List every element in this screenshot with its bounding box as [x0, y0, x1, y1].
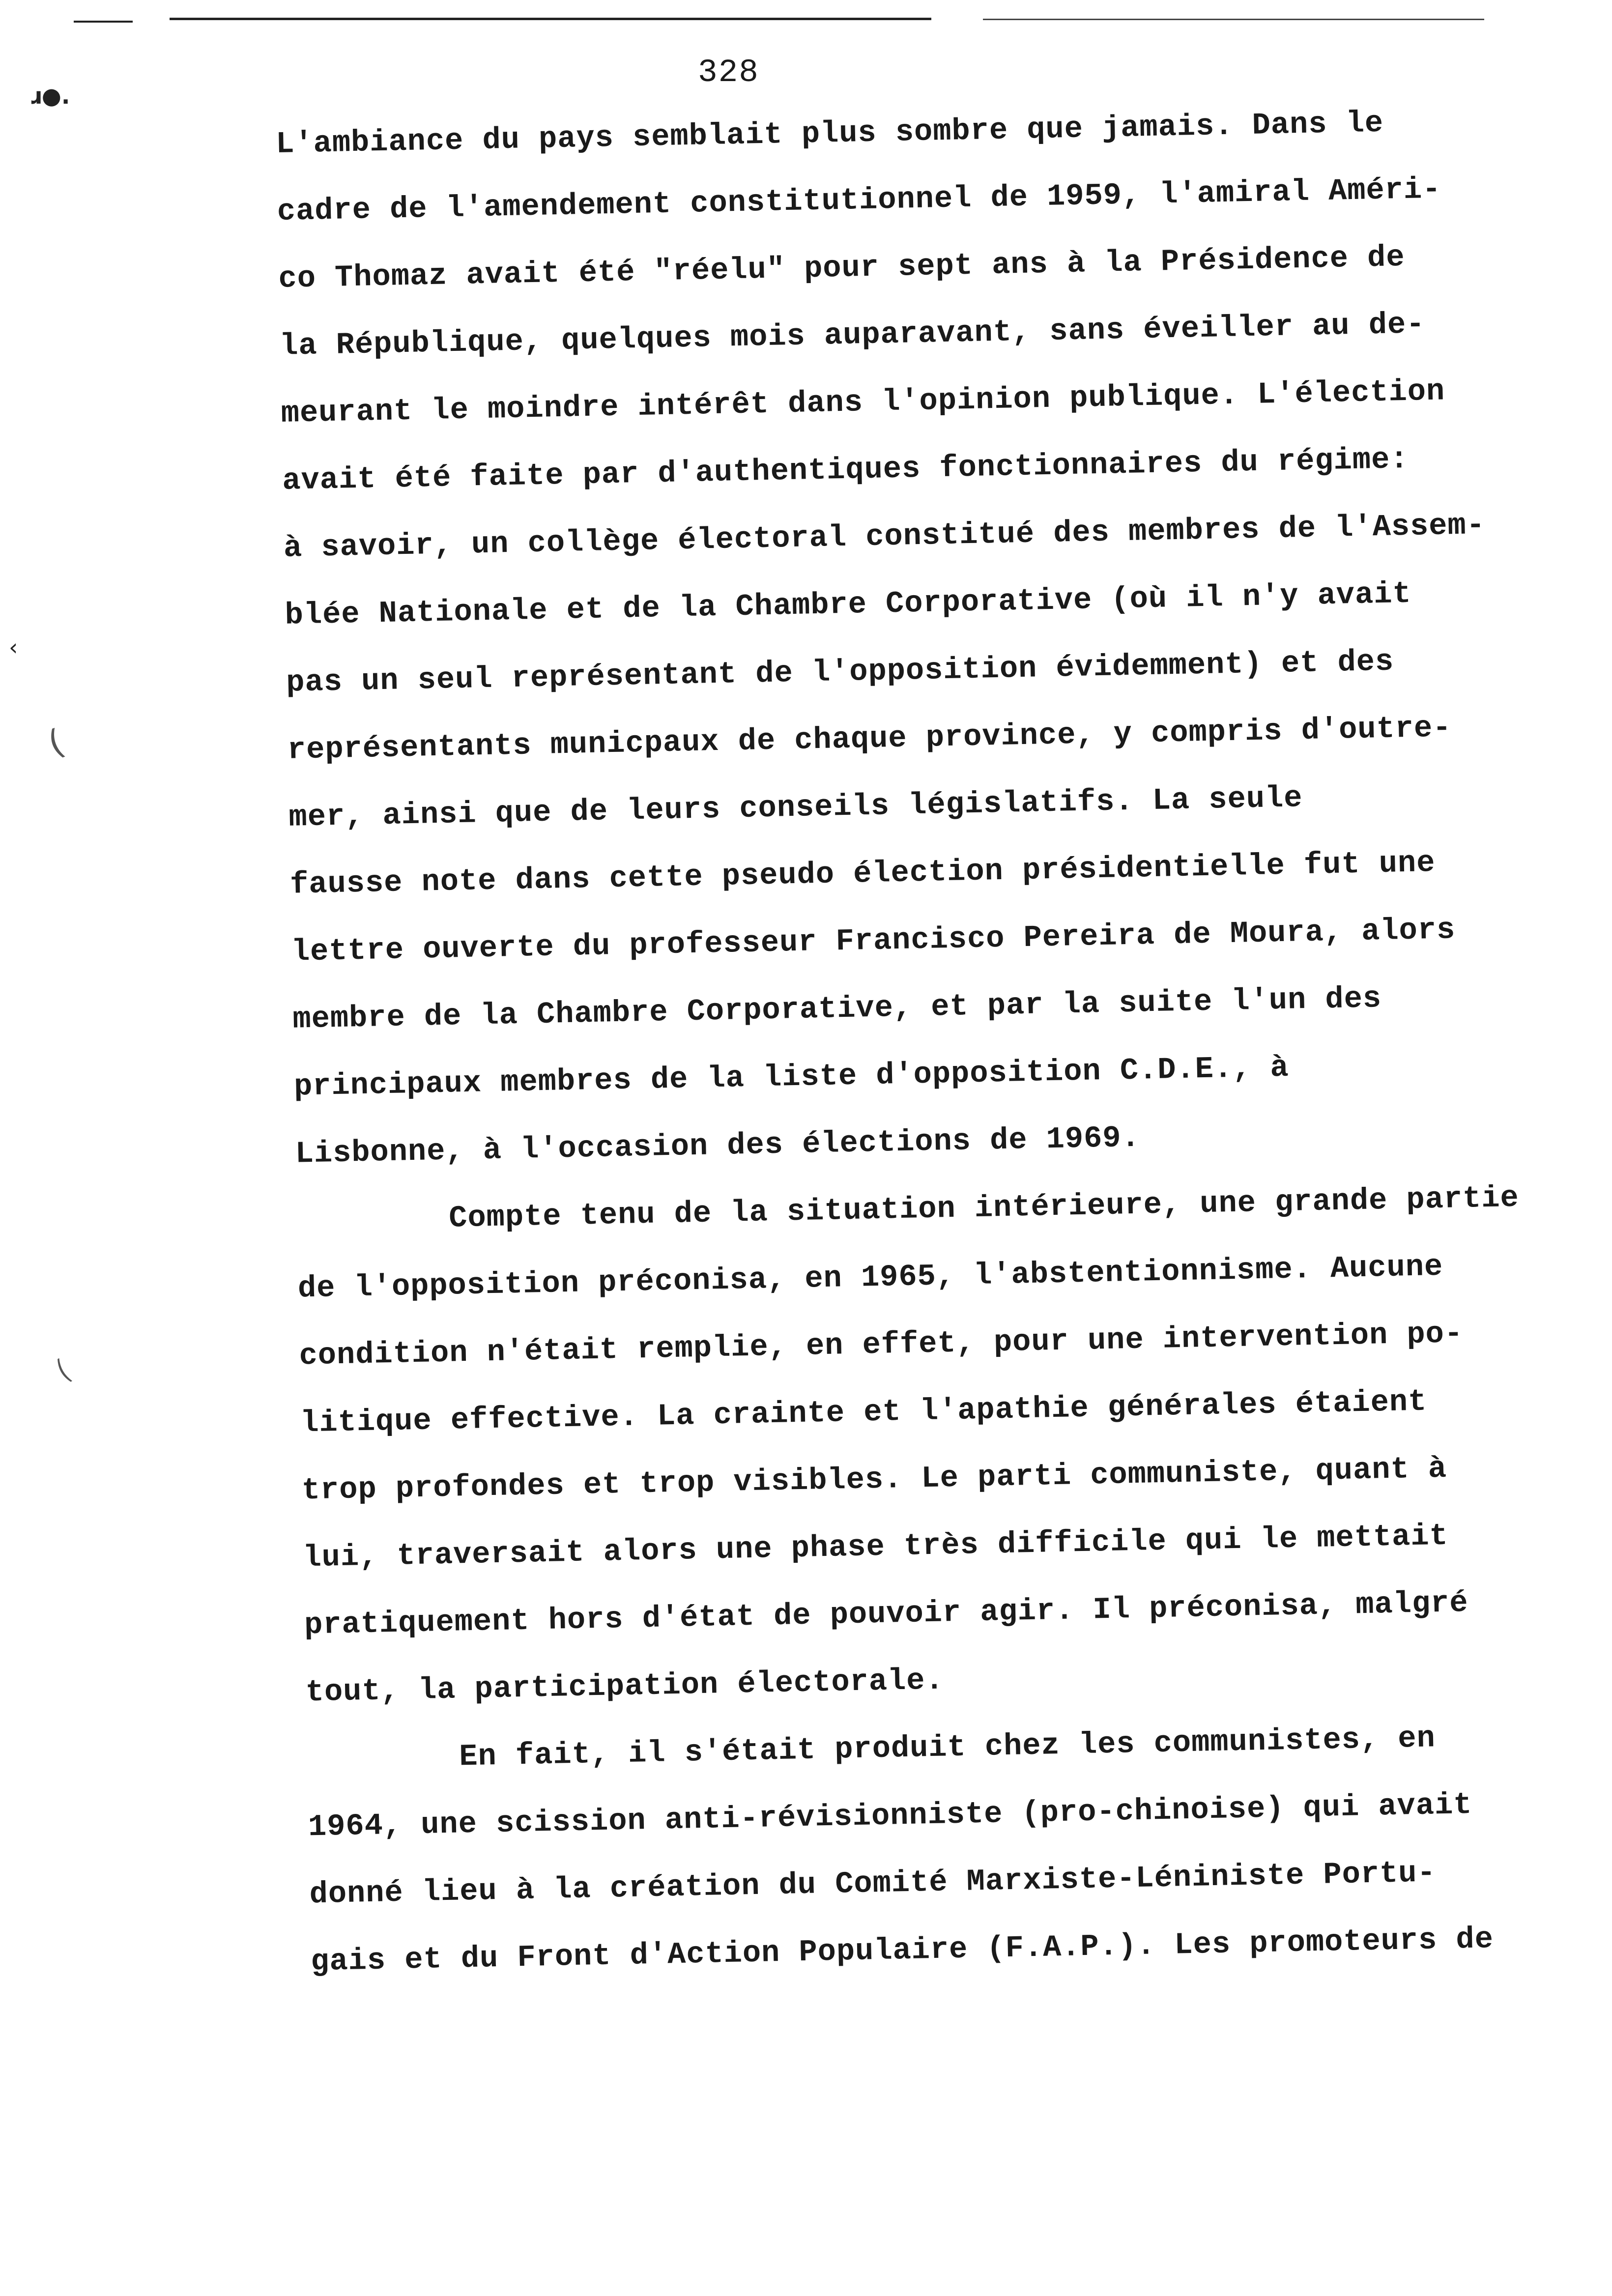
margin-mark-3: ‿	[55, 1345, 97, 1383]
top-rule-right	[983, 19, 1484, 20]
text-line: fausse note dans cette pseudo élection présidentielle fut une	[289, 845, 1436, 902]
text-line: de l'opposition préconisa, en 1965, l'abstentionnisme. Aucune	[297, 1249, 1443, 1306]
margin-mark-2: (	[42, 721, 69, 764]
text-line: blée Nationale et de la Chambre Corporative (où il n'y avait	[285, 576, 1412, 633]
page-number: 328	[698, 54, 759, 91]
text-line: donné lieu à la création du Comité Marxiste-Léniniste Portu-	[309, 1855, 1437, 1912]
text-line: principaux membres de la liste d'opposition C.D.E., à	[293, 1050, 1290, 1104]
paragraph-start-line: En fait, il s'était produit chez les communistes, en	[459, 1721, 1436, 1775]
top-rule-left	[74, 21, 133, 23]
text-line: avait été faite par d'authentiques fonctionnaires du régime:	[282, 441, 1410, 498]
text-line: la République, quelques mois auparavant, sans éveiller au de-	[279, 307, 1426, 364]
text-line: tout, la participation électorale.	[305, 1663, 945, 1710]
text-line: membre de la Chambre Corporative, et par la suite l'un des	[292, 981, 1382, 1037]
typed-text-body	[275, 86, 1609, 1995]
text-line: gais et du Front d'Action Populaire (F.A.P.). Les promoteurs de	[310, 1922, 1494, 1980]
text-line: L'ambiance du pays semblait plus sombre que jamais. Dans le	[275, 105, 1384, 162]
text-line: représentants municpaux de chaque province, y compris d'outre-	[287, 710, 1452, 768]
text-line: 1964, une scission anti-révisionniste (pro-chinoise) qui avait	[308, 1787, 1473, 1845]
text-line: lettre ouverte du professeur Francisco Pereira de Moura, alors	[291, 912, 1456, 970]
margin-mark-1: ‹	[9, 634, 18, 660]
text-line: lui, traversait alors une phase très difficile qui le mettait	[302, 1518, 1449, 1576]
text-line: cadre de l'amendement constitutionnel de 1959, l'amiral Améri-	[277, 172, 1441, 229]
text-line: pratiquement hors d'état de pouvoir agir. Il préconisa, malgré	[304, 1585, 1469, 1643]
text-line: à savoir, un collège électoral constitué des membres de l'Assem-	[283, 507, 1486, 566]
text-line: Lisbonne, à l'occasion des élections de 1969.	[295, 1120, 1141, 1172]
text-line: litique effective. La crainte et l'apathie générales étaient	[300, 1384, 1427, 1441]
text-line: meurant le moindre intérêt dans l'opinion publique. L'élection	[281, 373, 1445, 431]
text-line: pas un seul représentant de l'opposition évidemment) et des	[286, 644, 1394, 700]
margin-mark-top: ɹ●.	[29, 83, 70, 109]
text-line: co Thomaz avait été "réelu" pour sept ans à la Présidence de	[278, 239, 1406, 296]
text-line: mer, ainsi que de leurs conseils législatifs. La seule	[288, 780, 1303, 835]
paragraph-start-line: Compte tenu de la situation intérieure, une grande partie	[448, 1180, 1520, 1236]
text-line: condition n'était remplie, en effet, pour une intervention po-	[298, 1316, 1464, 1374]
text-line: trop profondes et trop visibles. Le parti communiste, quant à	[301, 1451, 1447, 1508]
top-rule-center	[170, 18, 931, 20]
